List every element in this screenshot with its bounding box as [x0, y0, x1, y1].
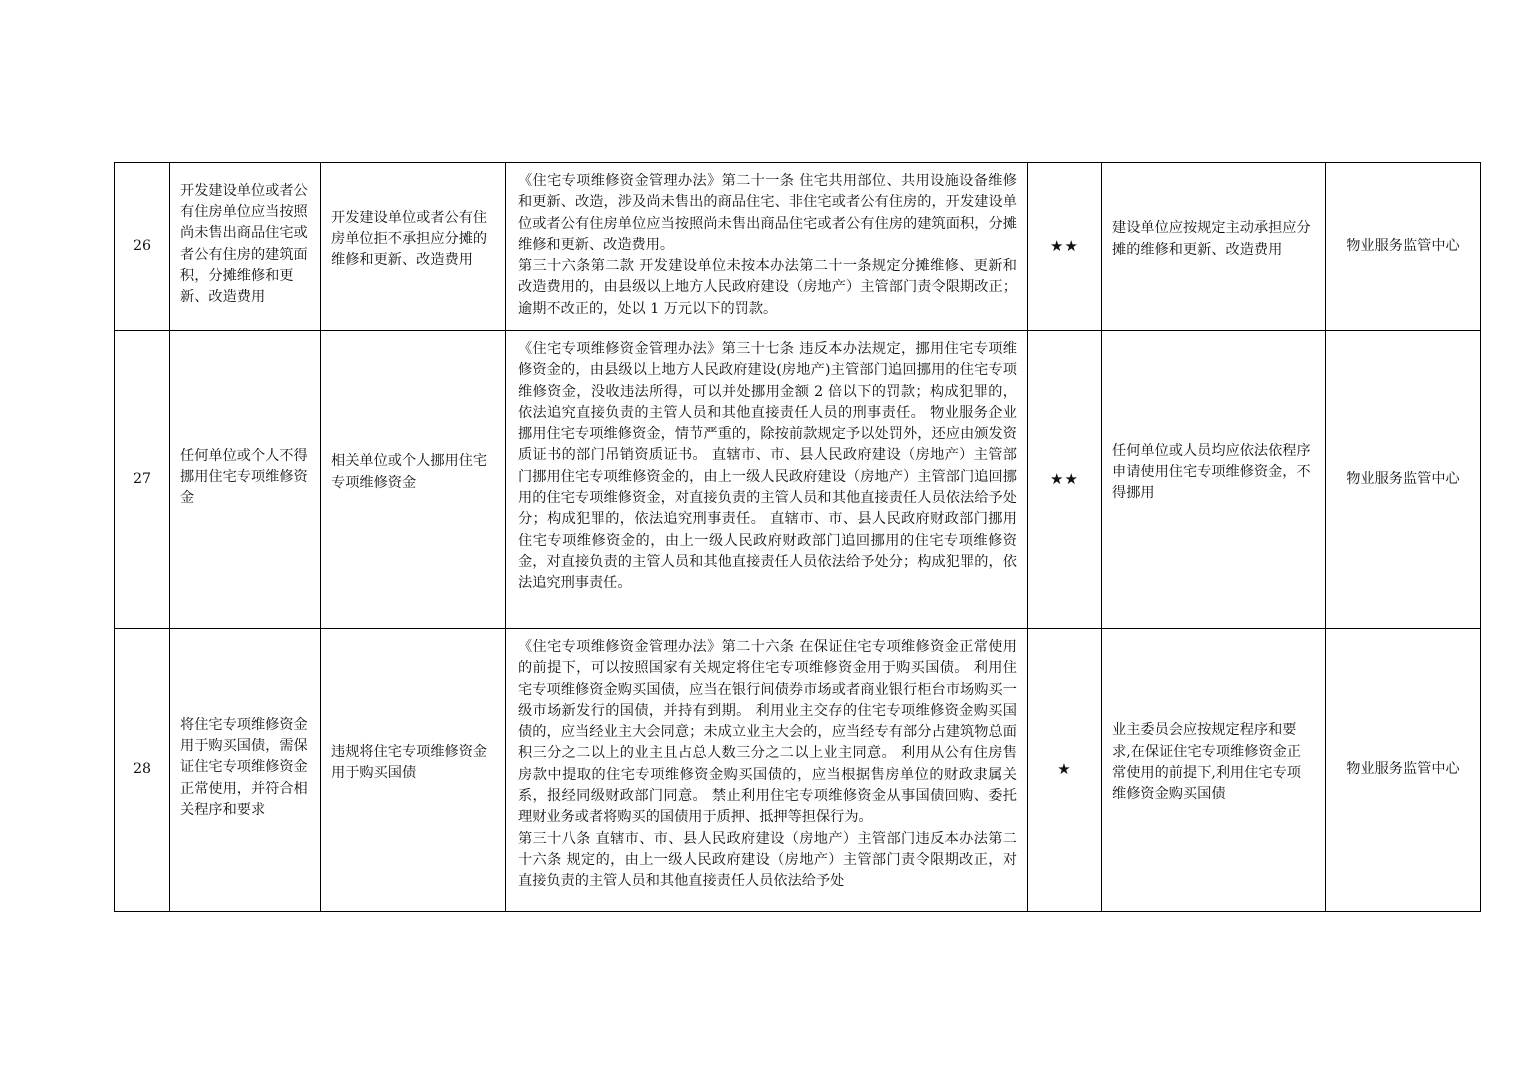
importance-stars: ★★ [1028, 163, 1102, 331]
violation-text: 违规将住宅专项维修资金用于购买国债 [321, 629, 506, 912]
legal-basis [506, 629, 1028, 912]
department-text: 物业服务监管中心 [1326, 163, 1481, 331]
table-row [115, 629, 1481, 912]
violation-text: 开发建设单位或者公有住房单位拒不承担应分摊的维修和更新、改造费用 [321, 163, 506, 331]
importance-stars: ★★ [1028, 331, 1102, 629]
row-number: 27 [115, 331, 170, 629]
department-text: 物业服务监管中心 [1326, 331, 1481, 629]
legal-basis [506, 163, 1028, 331]
responsibility-text: 建设单位应按规定主动承担应分摊的维修和更新、改造费用 [1102, 163, 1326, 331]
table-row [115, 331, 1481, 629]
legal-basis-paragraph: 第三十八条 直辖市、市、县人民政府建设（房地产）主管部门违反本办法第二十六条 规定的，由上一级人民政府建设（房地产）主管部门责令限期改正，对直接负责的主管人员和其他直接责任人员依法给予处 [518, 830, 1017, 890]
requirement-text: 任何单位或个人不得挪用住宅专项维修资金 [170, 331, 321, 629]
regulation-table [114, 162, 1481, 912]
requirement-text: 开发建设单位或者公有住房单位应当按照尚未售出商品住宅或者公有住房的建筑面积，分摊维修和更新、改造费用 [170, 163, 321, 331]
legal-basis-paragraph: 《住宅专项维修资金管理办法》第二十一条 住宅共用部位、共用设施设备维修和更新、改造，涉及尚未售出的商品住宅、非住宅或者公有住房的，开发建设单位或者公有住房单位应当按照尚未售出商品住宅或者公有住房的建筑面积，分摊维修和更新、改造费用。 [518, 173, 1017, 253]
legal-basis-paragraph: 第三十六条第二款 开发建设单位未按本办法第二十一条规定分摊维修、更新和改造费用的，由县级以上地方人民政府建设（房地产）主管部门责令限期改正；逾期不改正的，处以 1 万元以下的罚款。 [518, 258, 1017, 317]
legal-basis [506, 331, 1028, 629]
legal-basis-clip [518, 637, 1017, 909]
row-number: 28 [115, 629, 170, 912]
responsibility-text: 业主委员会应按规定程序和要求,在保证住宅专项维修资金正常使用的前提下,利用住宅专项维修资金购买国债 [1102, 629, 1326, 912]
importance-stars: ★ [1028, 629, 1102, 912]
legal-basis-paragraph: 《住宅专项维修资金管理办法》第二十六条 在保证住宅专项维修资金正常使用的前提下，可以按照国家有关规定将住宅专项维修资金用于购买国债。 利用住宅专项维修资金购买国债，应当在银行间债券市场或者商业银行柜台市场购买一级市场新发行的国债，并持有到期。 利用业主交存的住宅专项维修资金购买国债的，应当经业主大会同意；未成立业主大会的，应当经专有部分占建筑物总面积三分之二以上的业主且占总人数三分之二以上业主同意。 利用从公有住房售房款中提取的住宅专项维修资金购买国债的，应当根据售房单位的财政隶属关系，报经同级财政部门同意。 禁止利用住宅专项维修资金从事国债回购、委托理财业务或者将购买的国债用于质押、抵押等担保行为。 [518, 639, 1017, 826]
department-text: 物业服务监管中心 [1326, 629, 1481, 912]
requirement-text: 将住宅专项维修资金用于购买国债，需保证住宅专项维修资金正常使用，并符合相关程序和要求 [170, 629, 321, 912]
table-row [115, 163, 1481, 331]
row-number: 26 [115, 163, 170, 331]
responsibility-text: 任何单位或人员均应依法依程序申请使用住宅专项维修资金，不得挪用 [1102, 331, 1326, 629]
violation-text: 相关单位或个人挪用住宅专项维修资金 [321, 331, 506, 629]
legal-basis-paragraph: 《住宅专项维修资金管理办法》第三十七条 违反本办法规定，挪用住宅专项维修资金的，由县级以上地方人民政府建设(房地产)主管部门追回挪用的住宅专项维修资金，没收违法所得，可以并处挪用金额 2 倍以下的罚款；构成犯罪的，依法追究直接负责的主管人员和其他直接责任人员的刑事责任。 物业服务企业挪用住宅专项维修资金，情节严重的，除按前款规定予以处罚外，还应由颁发资质证书的部门吊销资质证书。 直辖市、市、县人民政府建设（房地产）主管部门挪用住宅专项维修资金的，由上一级人民政府建设（房地产）主管部门追回挪用的住宅专项维修资金，对直接负责的主管人员和其他直接责任人员依法给予处分；构成犯罪的，依法追究刑事责任。 直辖市、市、县人民政府财政部门挪用住宅专项维修资金的，由上一级人民政府财政部门追回挪用的住宅专项维修资金，对直接负责的主管人员和其他直接责任人员依法给予处分；构成犯罪的，依法追究刑事责任。 [518, 341, 1017, 592]
